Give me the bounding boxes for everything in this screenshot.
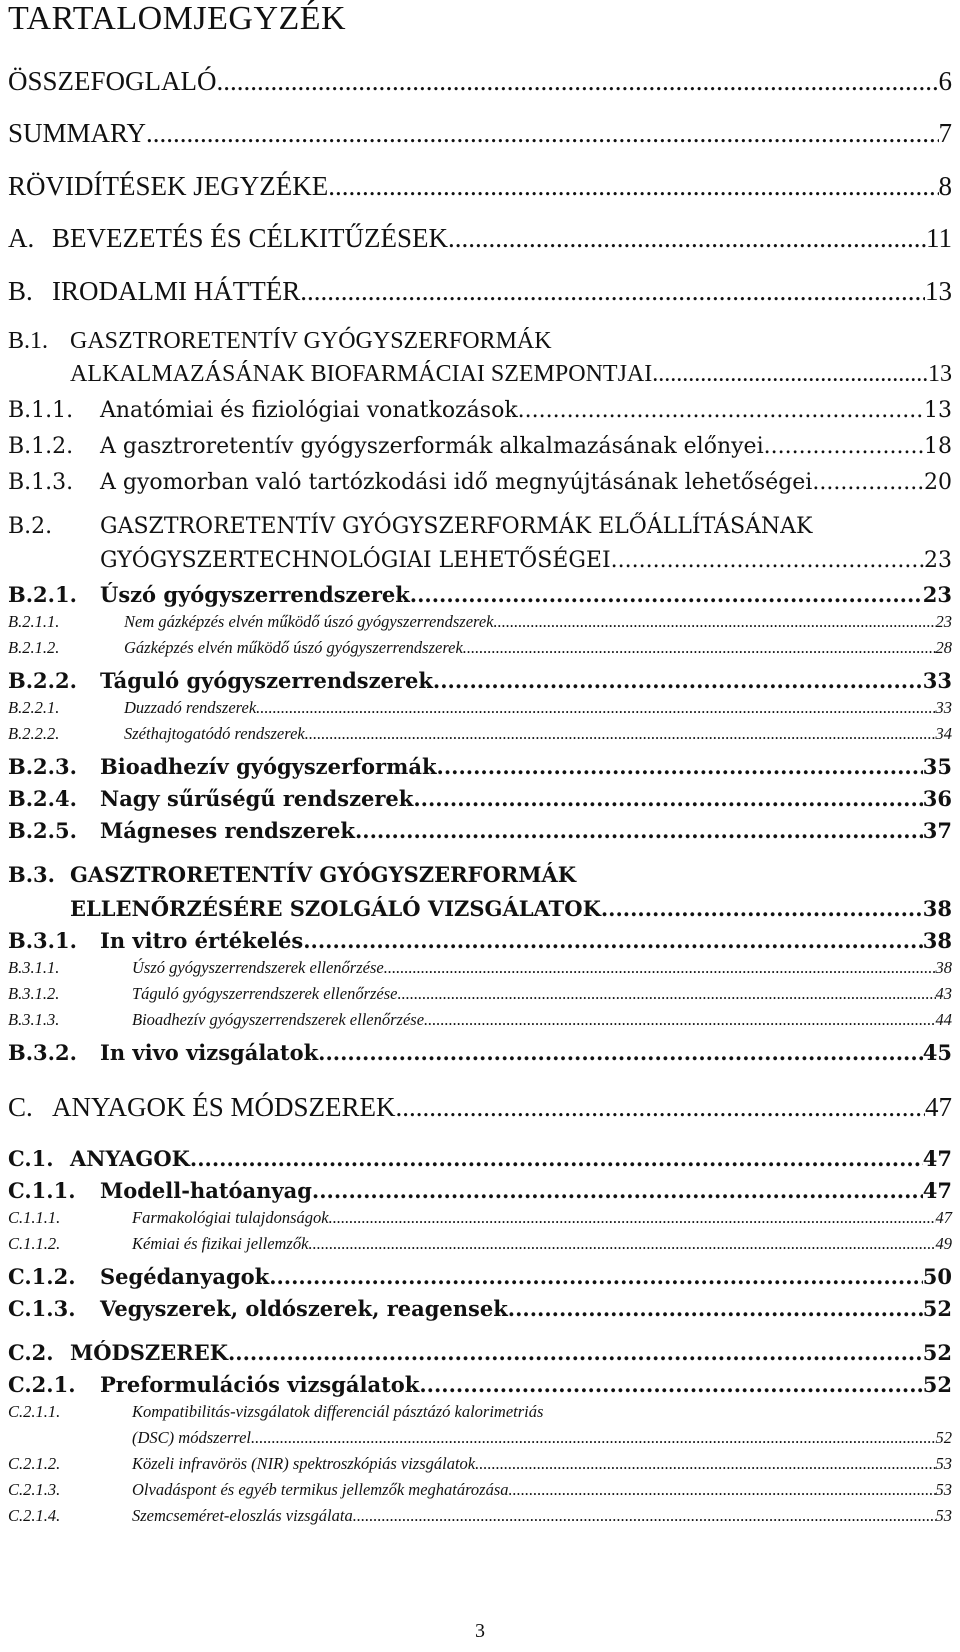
dot-leader	[437, 754, 923, 779]
toc-entry-page: 49	[935, 1234, 952, 1253]
toc-entry-page: 11	[926, 223, 952, 253]
toc-entry-page: 38	[922, 928, 952, 953]
toc-entry-title: Széthajtogatódó rendszerek	[124, 724, 305, 743]
toc-entry-number: B.2.3.	[8, 754, 77, 779]
toc-entry-page: 47	[935, 1208, 952, 1227]
dot-leader	[269, 1264, 923, 1289]
toc-entry[interactable]	[8, 582, 952, 607]
toc-entry-page: 47	[922, 1146, 952, 1171]
toc-entry[interactable]	[8, 1264, 952, 1289]
toc-entry[interactable]	[8, 862, 952, 887]
toc-entry-page: 7	[938, 118, 952, 148]
dot-leader	[397, 984, 935, 1004]
toc-entry[interactable]	[8, 1092, 952, 1123]
dot-leader	[190, 1146, 923, 1171]
toc-entry-number: C.	[8, 1092, 33, 1122]
toc-entry-page: 6	[938, 66, 952, 96]
toc-entry-number: B.2.2.	[8, 668, 77, 693]
toc-entry[interactable]	[8, 1040, 952, 1065]
dot-leader	[413, 786, 922, 811]
toc-entry[interactable]	[8, 668, 952, 693]
toc-entry-page: 36	[922, 786, 952, 811]
toc-entry-title: Modell-hatóanyag	[100, 1178, 312, 1203]
toc-entry-page: 38	[935, 958, 952, 977]
toc-entry-continuation[interactable]	[70, 896, 952, 921]
toc-entry-number: B.2.	[8, 514, 53, 539]
toc-entry-page: 23	[935, 612, 952, 631]
toc-entry-number: B.2.2.2.	[8, 724, 60, 743]
toc-entry[interactable]	[8, 223, 952, 254]
toc-entry-title: Segédanyagok	[100, 1264, 270, 1289]
toc-entry[interactable]	[8, 1146, 952, 1171]
toc-entry-title-line2: ALKALMAZÁSÁNAK BIOFARMÁCIAI SZEMPONTJAI	[70, 361, 653, 387]
toc-entry-title: Táguló gyógyszerrendszerek	[100, 668, 433, 693]
toc-entry-page: 45	[922, 1040, 952, 1065]
dot-leader	[812, 470, 924, 495]
toc-entry-title: Anatómiai és fiziológiai vonatkozások	[100, 398, 518, 423]
toc-entry[interactable]	[8, 434, 952, 459]
toc-entry-title: GASZTRORETENTÍV GYÓGYSZERFORMÁK	[70, 862, 576, 887]
toc-entry-title: In vivo vizsgálatok	[100, 1040, 319, 1065]
toc-entry-title: Mágneses rendszerek	[100, 818, 355, 843]
toc-entry-title: Olvadáspont és egyéb termikus jellemzők meghatározása	[132, 1480, 509, 1499]
toc-entry[interactable]	[8, 1506, 952, 1526]
toc-entry[interactable]	[8, 1454, 952, 1474]
dot-leader	[601, 896, 923, 921]
toc-entry[interactable]	[8, 1234, 952, 1254]
toc-entry-number: C.1.3.	[8, 1296, 76, 1321]
dot-leader	[303, 928, 923, 953]
dot-leader	[508, 1296, 923, 1321]
toc-entry-number: B.1.1.	[8, 398, 74, 423]
toc-entry-page: 33	[922, 668, 952, 693]
toc-entry-title: MÓDSZEREK	[70, 1340, 228, 1365]
toc-entry[interactable]	[8, 612, 952, 632]
toc-entry[interactable]	[8, 984, 952, 1004]
dot-leader	[611, 548, 924, 573]
toc-entry-number: B.3.1.1.	[8, 958, 60, 977]
toc-entry-number: B.3.1.	[8, 928, 77, 953]
toc-entry-title: GASZTRORETENTÍV GYÓGYSZERFORMÁK	[70, 328, 552, 354]
toc-entry-title: In vitro értékelés	[100, 928, 304, 953]
toc-entry[interactable]	[8, 1296, 952, 1321]
toc-entry-page: 38	[922, 896, 952, 921]
toc-entry[interactable]	[8, 514, 952, 539]
toc-entry-continuation[interactable]	[132, 1428, 952, 1448]
dot-leader	[463, 638, 936, 658]
dot-leader	[433, 668, 923, 693]
toc-entry-number: C.2.1.1.	[8, 1402, 61, 1421]
toc-entry-number: B.1.	[8, 328, 49, 354]
toc-entry-number: B.3.	[8, 862, 55, 887]
toc-entry-number: C.1.2.	[8, 1264, 76, 1289]
toc-entry-page: 13	[925, 276, 952, 306]
toc-entry-title: Nem gázképzés elvén működő úszó gyógyszerrendszerek	[124, 612, 494, 631]
dot-leader	[300, 276, 925, 307]
dot-leader	[424, 1010, 935, 1030]
dot-leader	[228, 1340, 923, 1365]
toc-entry-number: B.2.2.1.	[8, 698, 60, 717]
toc-entry-title-line2: GYÓGYSZERTECHNOLÓGIAI LEHETŐSÉGEI	[100, 548, 611, 573]
toc-entry-title: Duzzadó rendszerek	[124, 698, 257, 717]
toc-entry-page: 53	[935, 1506, 952, 1525]
toc-entry[interactable]	[8, 398, 952, 423]
toc-entry-page: 52	[922, 1372, 952, 1397]
toc-entry-page: 52	[922, 1296, 952, 1321]
toc-entry-number: B.1.3.	[8, 470, 74, 495]
toc-entry[interactable]	[8, 1208, 952, 1228]
toc-entry-title: ANYAGOK	[70, 1146, 190, 1171]
toc-entry[interactable]	[8, 118, 952, 149]
toc-entry-page: 52	[935, 1428, 952, 1447]
toc-entry[interactable]	[8, 470, 952, 495]
dot-leader	[764, 434, 924, 459]
toc-entry-page: 47	[922, 1178, 952, 1203]
dot-leader	[312, 1178, 923, 1203]
toc-entry-page: 52	[922, 1340, 952, 1365]
dot-leader	[384, 958, 936, 978]
dot-leader	[146, 118, 938, 149]
dot-leader	[448, 223, 926, 254]
dot-leader	[419, 1372, 922, 1397]
toc-entry-number: C.2.1.2.	[8, 1454, 61, 1473]
toc-entry[interactable]	[8, 818, 952, 843]
toc-entry[interactable]	[8, 276, 952, 307]
toc-entry-page: 33	[935, 698, 952, 717]
toc-entry-number: B.	[8, 276, 33, 306]
toc-entry[interactable]	[8, 1010, 952, 1030]
page-title: TARTALOMJEGYZÉK	[8, 0, 347, 37]
toc-entry-page: 43	[935, 984, 952, 1003]
toc-entry-number: B.3.1.2.	[8, 984, 60, 1003]
toc-entry-continuation[interactable]	[100, 548, 952, 573]
dot-leader	[410, 582, 923, 607]
toc-entry[interactable]	[8, 1178, 952, 1203]
dot-leader	[509, 1480, 936, 1500]
toc-entry-title: SUMMARY	[8, 118, 147, 148]
toc-entry-title: IRODALMI HÁTTÉR	[52, 276, 301, 306]
toc-entry-number: B.2.1.	[8, 582, 77, 607]
toc-entry[interactable]	[8, 698, 952, 718]
toc-entry[interactable]	[8, 724, 952, 744]
toc-entry-number: B.2.1.2.	[8, 638, 60, 657]
toc-entry-page: 28	[935, 638, 952, 657]
toc-entry-number: C.2.1.	[8, 1372, 76, 1397]
toc-entry[interactable]	[8, 328, 952, 355]
toc-entry-title: Kompatibilitás-vizsgálatok differenciál pásztázó kalorimetriás	[132, 1402, 544, 1421]
toc-entry-page: 44	[935, 1010, 952, 1029]
dot-leader	[353, 1506, 936, 1526]
toc-entry-title: Nagy sűrűségű rendszerek	[100, 786, 414, 811]
dot-leader	[493, 612, 935, 632]
dot-leader	[328, 171, 938, 202]
toc-entry-number: B.3.2.	[8, 1040, 77, 1065]
toc-entry[interactable]	[8, 754, 952, 779]
toc-entry-page: 47	[925, 1092, 952, 1122]
toc-entry-page: 13	[924, 398, 952, 423]
toc-entry-page: 34	[935, 724, 952, 743]
toc-entry-title: ÖSSZEFOGLALÓ	[8, 66, 217, 96]
toc-entry-title-line2: (DSC) módszerrel	[132, 1428, 252, 1447]
toc-entry-title: Preformulációs vizsgálatok	[100, 1372, 420, 1397]
toc-entry-title: Táguló gyógyszerrendszerek ellenőrzése	[132, 984, 398, 1003]
toc-entry-number: C.2.	[8, 1340, 54, 1365]
toc-entry[interactable]	[8, 958, 952, 978]
toc-entry-title: Vegyszerek, oldószerek, reagensek	[100, 1296, 508, 1321]
dot-leader	[256, 698, 935, 718]
toc-entry-title: Közeli infravörös (NIR) spektroszkópiás vizsgálatok	[132, 1454, 476, 1473]
toc-entry[interactable]	[8, 66, 952, 97]
toc-entry-title: A gyomorban való tartózkodási idő megnyújtásának lehetőségei	[100, 470, 813, 495]
dot-leader	[318, 1040, 923, 1065]
toc-entry-number: B.2.5.	[8, 818, 77, 843]
toc-entry[interactable]	[8, 638, 952, 658]
toc-entry-number: C.1.1.1.	[8, 1208, 61, 1227]
toc-entry[interactable]	[8, 1340, 952, 1365]
toc-entry-title: A gasztroretentív gyógyszerformák alkalmazásának előnyei	[100, 434, 764, 459]
toc-entry-title-line2: ELLENŐRZÉSÉRE SZOLGÁLÓ VIZSGÁLATOK	[70, 896, 601, 921]
toc-entry-number: C.1.	[8, 1146, 54, 1171]
toc-entry-number: C.1.1.	[8, 1178, 76, 1203]
toc-entry-title: Farmakológiai tulajdonságok	[132, 1208, 329, 1227]
dot-leader	[355, 818, 923, 843]
toc-entry-page: 13	[928, 361, 952, 387]
toc-entry-title: ANYAGOK ÉS MÓDSZEREK	[52, 1092, 396, 1122]
toc-entry-title: GASZTRORETENTÍV GYÓGYSZERFORMÁK ELŐÁLLÍTÁSÁNAK	[100, 514, 813, 539]
toc-entry-title: Szemcseméret-eloszlás vizsgálata	[132, 1506, 353, 1525]
toc-entry-number: B.1.2.	[8, 434, 74, 459]
dot-leader	[475, 1454, 935, 1474]
toc-entry-title: Gázképzés elvén működő úszó gyógyszerrendszerek	[124, 638, 463, 657]
toc-entry[interactable]	[8, 786, 952, 811]
dot-leader	[652, 361, 928, 388]
toc-entry[interactable]	[8, 1372, 952, 1397]
dot-leader	[396, 1092, 925, 1123]
toc-entry-number: C.2.1.3.	[8, 1480, 61, 1499]
toc-entry-page: 23	[924, 548, 952, 573]
toc-entry-number: B.2.4.	[8, 786, 77, 811]
toc-entry-title: Úszó gyógyszerrendszerek ellenőrzése	[132, 958, 384, 977]
dot-leader	[329, 1208, 936, 1228]
toc-entry-page: 53	[935, 1480, 952, 1499]
dot-leader	[217, 66, 939, 97]
toc-entry-page: 53	[935, 1454, 952, 1473]
toc-entry-title: Úszó gyógyszerrendszerek	[100, 582, 410, 607]
toc-entry-page: 35	[922, 754, 952, 779]
toc-entry-number: B.3.1.3.	[8, 1010, 60, 1029]
toc-entry[interactable]	[8, 171, 952, 202]
toc-entry-page: 23	[922, 582, 952, 607]
toc-entry-number: C.1.1.2.	[8, 1234, 61, 1253]
toc-entry[interactable]	[8, 1480, 952, 1500]
toc-entry-page: 8	[938, 171, 952, 201]
dot-leader	[308, 1234, 935, 1254]
toc-entry-title: Bioadhezív gyógyszerrendszerek ellenőrzése	[132, 1010, 425, 1029]
toc-entry-title: RÖVIDÍTÉSEK JEGYZÉKE	[8, 171, 329, 201]
toc-entry-page: 37	[922, 818, 952, 843]
toc-entry-title: Bioadhezív gyógyszerformák	[100, 754, 437, 779]
toc-entry-number: A.	[8, 223, 35, 253]
toc-entry-title: Kémiai és fizikai jellemzők	[132, 1234, 309, 1253]
dot-leader	[251, 1428, 935, 1448]
toc-entry-page: 50	[922, 1264, 952, 1289]
toc-entry-title: BEVEZETÉS ÉS CÉLKITŰZÉSEK	[52, 223, 448, 253]
toc-entry[interactable]	[8, 928, 952, 953]
dot-leader	[518, 398, 924, 423]
dot-leader	[305, 724, 936, 744]
toc-entry-number: B.2.1.1.	[8, 612, 60, 631]
toc-entry[interactable]	[8, 1402, 952, 1422]
toc-entry-continuation[interactable]	[70, 361, 952, 388]
toc-entry-number: C.2.1.4.	[8, 1506, 61, 1525]
toc-entry-page: 20	[924, 470, 952, 495]
page-number: 3	[475, 1620, 485, 1642]
toc-entry-page: 18	[924, 434, 952, 459]
